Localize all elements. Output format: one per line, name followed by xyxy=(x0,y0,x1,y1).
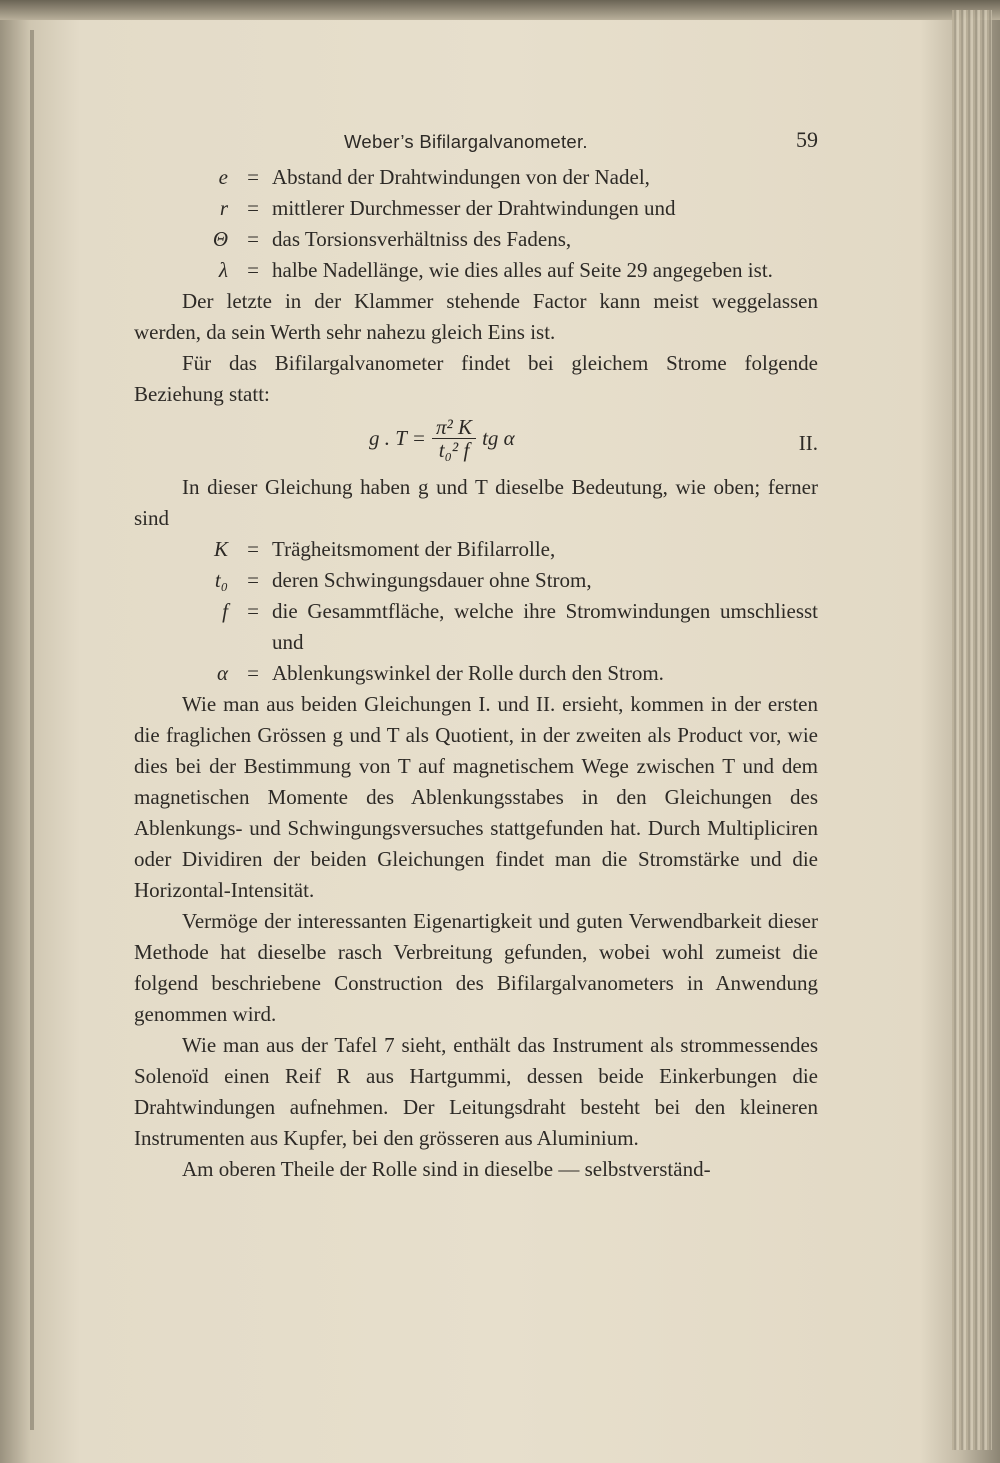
equation-label: II. xyxy=(798,431,818,455)
paragraph-instrument-description: Wie man aus der Tafel 7 sieht, enthält das Instrument als strommessendes Solenoïd einen Reif R aus Hartgummi, dessen beide Einkerbungen die Drahtwindungen aufnehmen. Der Leitungsdraht besteht bei den kleineren Instrumenten aus Kupfer, bei den grösseren aus Aluminium. xyxy=(134,1033,818,1150)
formula-rhs: tg α xyxy=(482,426,515,450)
paragraph-equations-comparison: Wie man aus beiden Gleichungen I. und II. ersieht, kommen in der ersten die fraglichen Grössen g und T als Quotient, in der zweiten als Product vor, wie dies bei der Bestimmung von T auf magnetischem Wege zwischen T und dem magnetischen Momente des Ablenkungsstabes in den Gleichungen des Ablenkungs- und Schwingungsversuches stattgefunden hat. Durch Multipliciren oder Dividiren der beiden Gleichungen findet man die Stromstärke und die Horizontal-Intensität. xyxy=(134,692,818,902)
definition-symbol: r xyxy=(219,196,228,220)
paragraph-equation-meaning: In dieser Gleichung haben g und T dieselbe Bedeutung, wie oben; ferner sind xyxy=(134,475,818,530)
book-page xyxy=(134,120,818,1185)
definition-item xyxy=(134,534,818,565)
definition-item xyxy=(134,658,818,689)
book-gutter xyxy=(30,30,34,1430)
page-edges xyxy=(952,10,992,1450)
equals-sign: = xyxy=(247,165,259,189)
definition-symbol: Θ xyxy=(212,227,228,251)
definition-text: die Gesammtfläche, welche ihre Stromwindungen umschliesst und xyxy=(272,599,818,654)
definition-symbol: λ xyxy=(218,258,228,282)
equals-sign: = xyxy=(247,661,259,685)
page-header xyxy=(134,120,818,160)
definition-text: Ablenkungswinkel der Rolle durch den Strom. xyxy=(272,661,664,685)
definition-symbol: α xyxy=(216,661,228,685)
equals-sign: = xyxy=(247,258,259,282)
paragraph-klammer-factor: Der letzte in der Klammer stehende Factor kann meist weggelassen werden, da sein Werth sehr nahezu gleich Eins ist. xyxy=(134,289,818,344)
definition-text: Trägheitsmoment der Bifilarrolle, xyxy=(272,537,556,561)
equals-sign: = xyxy=(247,227,259,251)
definition-symbol: K xyxy=(213,537,228,561)
definition-list-top xyxy=(134,162,818,286)
definition-symbol: t₀ xyxy=(214,568,228,592)
definition-symbol: f xyxy=(222,599,228,623)
definition-item xyxy=(134,565,818,596)
definition-symbol: e xyxy=(218,165,228,189)
paragraph-bifilar-relation: Für das Bifilargalvanometer findet bei gleichem Strome folgende Beziehung statt: xyxy=(134,351,818,406)
paragraph-roll-upper-part: Am oberen Theile der Rolle sind in dieselbe — selbstverständ- xyxy=(182,1157,711,1181)
formula xyxy=(369,416,515,461)
equals-sign: = xyxy=(247,196,259,220)
equals-sign: = xyxy=(247,568,259,592)
definition-text: das Torsionsverhältniss des Fadens, xyxy=(272,227,572,251)
definition-item xyxy=(134,596,818,658)
formula-denominator: t₀² f xyxy=(438,438,470,462)
definition-text: mittlerer Durchmesser der Drahtwindungen und xyxy=(272,196,676,220)
definition-item xyxy=(134,162,818,193)
formula-fraction xyxy=(432,416,476,461)
running-title: Weber’s Bifilargalvanometer. xyxy=(344,131,588,152)
definition-text: Abstand der Drahtwindungen von der Nadel, xyxy=(272,165,650,189)
equation-ii xyxy=(134,410,818,472)
definition-text: halbe Nadellänge, wie dies alles auf Seite 29 angegeben ist. xyxy=(272,258,773,282)
equals-sign: = xyxy=(247,537,259,561)
definition-item xyxy=(134,193,818,224)
top-edge-shadow xyxy=(0,0,1000,20)
definition-list-bottom xyxy=(134,534,818,689)
formula-numerator: π² K xyxy=(432,416,476,439)
definition-text: deren Schwingungsdauer ohne Strom, xyxy=(272,568,592,592)
paragraph-method-adoption: Vermöge der interessanten Eigenartigkeit und guten Verwendbarkeit dieser Methode hat dieselbe rasch Verbreitung gefunden, wobei wohl zumeist die folgend beschriebene Construction des Bifilargalvanometers in Anwendung genommen wird. xyxy=(134,909,818,1026)
definition-item xyxy=(134,255,818,286)
formula-lhs: g . T = xyxy=(369,426,426,450)
equals-sign: = xyxy=(247,599,259,623)
definition-item xyxy=(134,224,818,255)
page-number: 59 xyxy=(796,127,818,152)
